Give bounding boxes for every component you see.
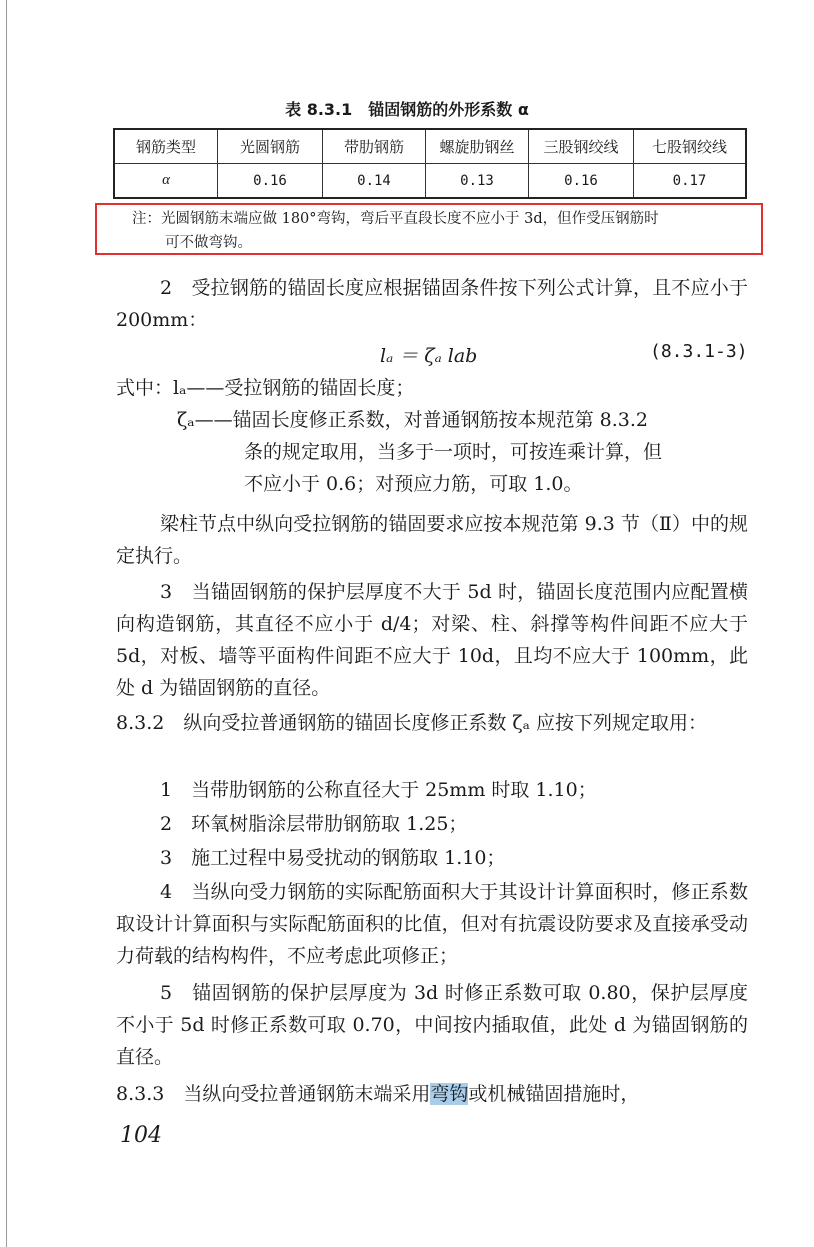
selected-text-highlight[interactable]: 弯钩	[430, 1083, 469, 1105]
definition-zeta-a-cont: 条的规定取用，当多于一项时，可按连乘计算，但	[244, 441, 663, 463]
table-header-cell: 三股钢绞线	[529, 129, 634, 164]
table-cell: 0.16	[218, 164, 323, 199]
paragraph-item-3: 3 当锚固钢筋的保护层厚度不大于 5d 时，锚固长度范围内应配置横向构造钢筋，其直径不应小于 d/4；对梁、柱、斜撑等构件间距不应大于 5d，对板、墙等平面构件间距不应大于 10d，且均不应大于 100mm，此处 d 为锚固钢筋的直径。	[116, 581, 748, 699]
definition-zeta-a: ζₐ——锚固长度修正系数，对普通钢筋按本规范第 8.3.2	[177, 409, 649, 431]
page-number: 104	[120, 1123, 162, 1148]
table-cell: 0.17	[634, 164, 747, 199]
list-item-4: 4 当纵向受力钢筋的实际配筋面积大于其设计计算面积时，修正系数取设计计算面积与实际配筋面积的比值，但对有抗震设防要求及直接承受动力荷载的结构构件，不应考虑此项修正；	[116, 881, 748, 967]
table-header-cell: 钢筋类型	[114, 129, 218, 164]
table-cell: 0.16	[529, 164, 634, 199]
table-cell: 0.14	[323, 164, 426, 199]
section-8-3-3-text: 或机械锚固措施时，	[468, 1083, 640, 1105]
table-header-row	[114, 129, 746, 164]
section-8-3-3	[116, 1078, 748, 1110]
table-row-label: α	[114, 164, 218, 199]
table-header-cell: 带肋钢筋	[323, 129, 426, 164]
table-note	[132, 207, 752, 255]
table-note-line: 可不做弯钩。	[165, 235, 252, 251]
definition-la: 式中：lₐ——受拉钢筋的锚固长度；	[116, 377, 415, 399]
page-edge-line	[6, 0, 7, 1247]
definition-zeta-a-cont: 不应小于 0.6；对预应力筋，可取 1.0。	[244, 473, 583, 495]
list-item-5: 5 锚固钢筋的保护层厚度为 3d 时修正系数可取 0.80，保护层厚度不小于 5d 时修正系数可取 0.70，中间按内插取值，此处 d 为锚固钢筋的直径。	[116, 982, 748, 1068]
table-header-cell: 七股钢绞线	[634, 129, 747, 164]
list-item-2: 2 环氧树脂涂层带肋钢筋取 1.25；	[160, 813, 468, 835]
section-8-3-3-text: 8.3.3 当纵向受拉普通钢筋末端采用	[116, 1083, 431, 1105]
section-8-3-2: 8.3.2 纵向受拉普通钢筋的锚固长度修正系数 ζₐ 应按下列规定取用：	[116, 712, 708, 734]
list-item-3: 3 施工过程中易受扰动的钢筋取 1.10；	[160, 847, 506, 869]
table-title: 表 8.3.1 锚固钢筋的外形系数 α	[285, 100, 529, 119]
table-header-cell: 螺旋肋钢丝	[426, 129, 529, 164]
paragraph-item-2: 2 受拉钢筋的锚固长度应根据锚固条件按下列公式计算，且不应小于 200mm：	[116, 277, 748, 331]
table-cell: 0.13	[426, 164, 529, 199]
equation-number: (8.3.1-3)	[650, 341, 748, 362]
table-header-cell: 光圆钢筋	[218, 129, 323, 164]
table-row	[114, 164, 746, 199]
equation: lₐ ＝ ζₐ lab	[380, 345, 478, 367]
list-item-1: 1 当带肋钢筋的公称直径大于 25mm 时取 1.10；	[160, 779, 597, 801]
table-note-line: 注：光圆钢筋末端应做 180°弯钩，弯后平直段长度不应小于 3d，但作受压钢筋时	[132, 211, 659, 227]
coefficient-table	[113, 128, 747, 199]
paragraph-joint: 梁柱节点中纵向受拉钢筋的锚固要求应按本规范第 9.3 节（Ⅱ）中的规定执行。	[116, 513, 748, 567]
